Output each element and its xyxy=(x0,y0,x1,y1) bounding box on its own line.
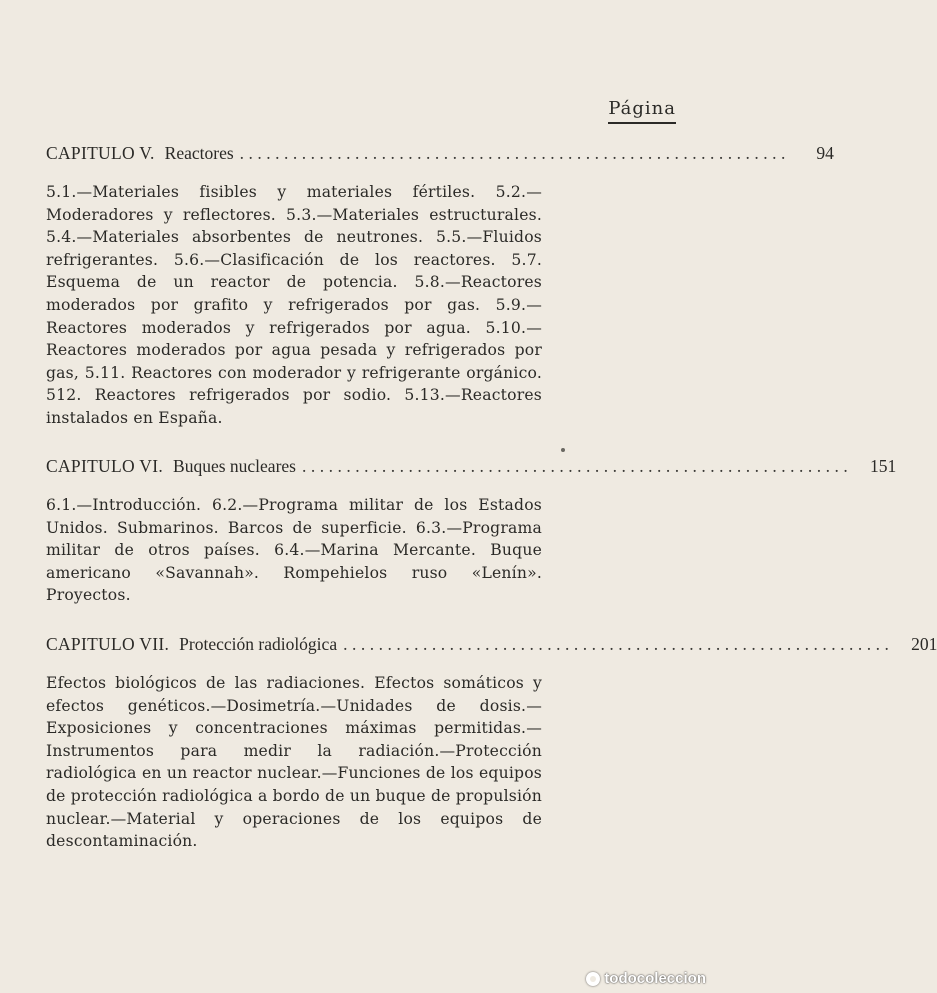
dot-leader: .............................................................. xyxy=(343,634,894,654)
chapter-heading xyxy=(46,143,834,169)
page-column-header: Página xyxy=(608,98,676,124)
chapter-label: CAPITULO VI. xyxy=(46,456,164,476)
chapter-title: Reactores xyxy=(164,143,234,163)
watermark-text: todocoleccion xyxy=(604,970,706,987)
print-speck xyxy=(561,448,565,452)
todocoleccion-logo-icon xyxy=(586,972,600,986)
chapter-title: Buques nucleares xyxy=(173,456,296,476)
chapter-page-number: 151 xyxy=(869,456,897,476)
chapter-entry xyxy=(46,456,897,607)
chapter-entry xyxy=(46,634,937,853)
chapter-label: CAPITULO VII. xyxy=(46,634,170,654)
chapter-page-number: 94 xyxy=(816,143,834,163)
chapter-contents: Efectos biológicos de las radiaciones. Efectos somáticos y efectos genéticos.—Dosimetría.—Unidades de dosis.—Exposiciones y concentraciones máximas permitidas.—Instrumentos para medir la radiación.—Protección radiológica en un reactor nuclear.—Funciones de los equipos de protección radiológica a bordo de un buque de propulsión nuclear.—Material y operaciones de los equipos de descontaminación. xyxy=(46,674,542,851)
chapter-contents: 5.1.—Materiales fisibles y materiales fértiles. 5.2.—Moderadores y reflectores. 5.3.—Materiales estructurales. 5.4.—Materiales absorbentes de neutrones. 5.5.—Fluidos refrigerantes. 5.6.—Clasificación de los reactores. 5.7. Esquema de un reactor de potencia. 5.8.—Reactores moderados por grafito y refrigerados por gas. 5.9.—Reactores moderados y refrigerados por agua. 5.10.—Reactores moderados por agua pesada y refrigerados por gas, 5.11. Reactores con moderador y refrigerante orgánico. 512. Reactores refrigerados por sodio. 5.13.—Reactores instalados en España. xyxy=(46,183,542,427)
chapter-contents: 6.1.—Introducción. 6.2.—Programa militar de los Estados Unidos. Submarinos. Barcos de superficie. 6.3.—Programa militar de otros países. 6.4.—Marina Mercante. Buque americano «Savannah». Rompehielos ruso «Lenín». Proyectos. xyxy=(46,496,542,605)
dot-leader: .............................................................. xyxy=(301,456,853,476)
chapter-entry xyxy=(46,143,834,430)
chapter-title: Protección radiológica xyxy=(179,634,338,654)
chapter-heading xyxy=(46,456,897,482)
dot-leader: .............................................................. xyxy=(239,143,790,163)
chapter-label: CAPITULO V. xyxy=(46,143,155,163)
chapter-page-number: 201 xyxy=(911,634,937,654)
chapter-heading xyxy=(46,634,937,660)
watermark xyxy=(586,970,706,987)
